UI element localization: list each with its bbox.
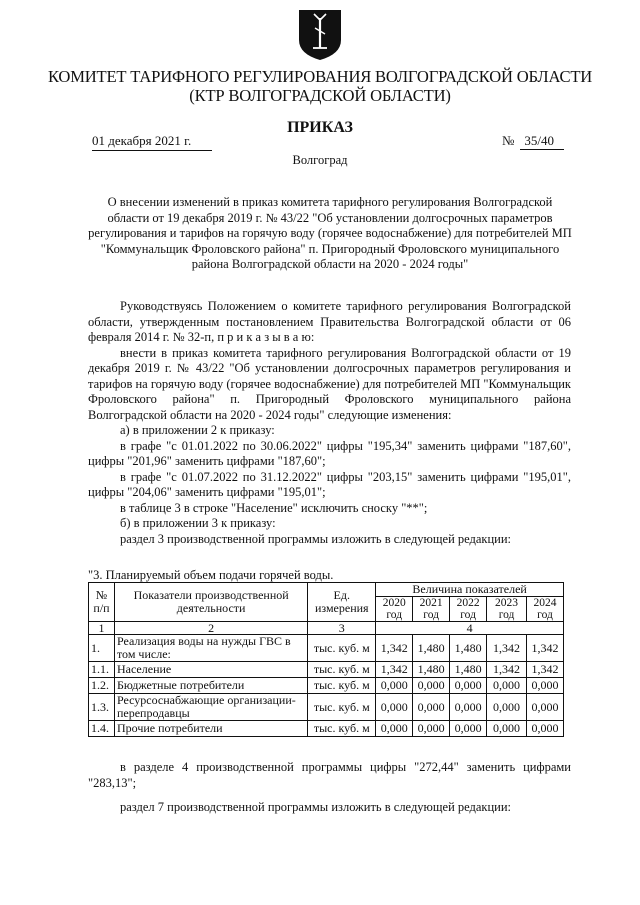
paragraph-section3: раздел 3 производственной программы изложить в следующей редакции:	[120, 531, 512, 546]
order-number	[502, 133, 564, 150]
row-value: 0,000	[376, 678, 413, 694]
header-values-group: Величина показателей	[376, 583, 564, 597]
header-year: 2022 год	[450, 596, 487, 621]
row-name: Реализация воды на нужды ГВС в том числе:	[114, 635, 307, 662]
row-value: 1,480	[413, 635, 450, 662]
row-name: Население	[114, 662, 307, 678]
number-value: 35/40	[520, 133, 564, 150]
row-name: Прочие потребители	[114, 721, 307, 737]
row-value: 0,000	[527, 678, 564, 694]
table-row	[89, 678, 564, 694]
paragraph-change-2: в графе "с 01.07.2022 по 31.12.2022" цифры "203,15" заменить цифрами "195,01", цифры "204,06" заменить цифрами "195,01";	[88, 469, 571, 499]
document-type-title: ПРИКАЗ	[287, 119, 353, 136]
row-value: 0,000	[413, 694, 450, 721]
row-unit: тыс. куб. м	[308, 635, 376, 662]
order-body	[88, 299, 571, 547]
row-value: 0,000	[413, 678, 450, 694]
order-date: 01 декабря 2021 г.	[92, 133, 212, 151]
row-value: 0,000	[450, 721, 487, 737]
row-value: 0,000	[527, 694, 564, 721]
header-year: 2021 год	[413, 596, 450, 621]
row-value: 1,342	[527, 662, 564, 678]
row-unit: тыс. куб. м	[308, 694, 376, 721]
coat-of-arms-icon	[297, 8, 343, 62]
col-number: 4	[376, 621, 564, 635]
row-value: 0,000	[487, 721, 527, 737]
row-value: 0,000	[527, 721, 564, 737]
number-label: №	[502, 133, 515, 148]
row-name: Ресурсоснабжающие организации-перепродавцы	[114, 694, 307, 721]
org-name-line1: КОМИТЕТ ТАРИФНОГО РЕГУЛИРОВАНИЯ ВОЛГОГРАДСКОЙ ОБЛАСТИ	[47, 67, 593, 86]
header-year: 2023 год	[487, 596, 527, 621]
header-num: № п/п	[89, 583, 115, 622]
row-unit: тыс. куб. м	[308, 662, 376, 678]
paragraph-resolution: внести в приказ комитета тарифного регулирования Волгоградской области от 19 декабря 2019 г. № 43/22 "Об установлении долгосрочных параметров регулирования и тарифов на горячую воду (горячее водоснабжение) для потребителей МП "Коммунальщик Фроловского района" п. Пригородный Фроловского муниципального района Волгоградской области на 2020 - 2024 годы" следующие изменения:	[88, 345, 571, 422]
row-value: 1,342	[487, 635, 527, 662]
row-value: 0,000	[376, 721, 413, 737]
header-year: 2020 год	[376, 596, 413, 621]
row-value: 1,342	[376, 662, 413, 678]
paragraph-change-3: в таблице 3 в строке "Население" исключить сноску "**";	[120, 500, 428, 515]
header-year: 2024 год	[527, 596, 564, 621]
row-value: 1,480	[450, 635, 487, 662]
order-body-continued	[88, 760, 571, 816]
row-name: Бюджетные потребители	[114, 678, 307, 694]
table-caption: "3. Планируемый объем подачи горячей воды.	[88, 568, 334, 582]
row-value: 0,000	[450, 694, 487, 721]
row-num: 1.	[89, 635, 115, 662]
row-value: 0,000	[487, 678, 527, 694]
row-num: 1.3.	[89, 694, 115, 721]
row-value: 1,342	[487, 662, 527, 678]
paragraph-appendix3: б) в приложении 3 к приказу:	[120, 516, 276, 530]
col-number: 2	[114, 621, 307, 635]
row-value: 1,480	[413, 662, 450, 678]
row-value: 0,000	[376, 694, 413, 721]
row-value: 0,000	[450, 678, 487, 694]
city-name: Волгоград	[292, 153, 348, 167]
table-row	[89, 694, 564, 721]
table-row	[89, 635, 564, 662]
row-unit: тыс. куб. м	[308, 721, 376, 737]
row-value: 1,342	[527, 635, 564, 662]
col-number: 3	[308, 621, 376, 635]
row-value: 1,480	[450, 662, 487, 678]
paragraph-legal-basis: Руководствуясь Положением о комитете тарифного регулирования Волгоградской области, утвержденным постановлением Правительства Волгоградской области от 06 февраля 2014 г. № 32-п, п р и к а з ы в а ю:	[88, 299, 571, 344]
paragraph-appendix2: а) в приложении 2 к приказу:	[120, 423, 275, 437]
row-num: 1.4.	[89, 721, 115, 737]
header-indicator: Показатели производственной деятельности	[114, 583, 307, 622]
table-row	[89, 721, 564, 737]
paragraph-section4: в разделе 4 производственной программы цифры "272,44" заменить цифрами "283,13";	[88, 760, 571, 790]
table-row	[89, 662, 564, 678]
row-value: 0,000	[413, 721, 450, 737]
order-subject: О внесении изменений в приказ комитета тарифного регулирования Волгоградской области от 19 декабря 2019 г. № 43/22 "Об установлении долгосрочных параметров регулирования и тарифов на горячую воду (горячее водоснабжение) для потребителей МП "Коммунальщик Фроловского района" п. Пригородный Фроловского муниципального района Волгоградской области на 2020 - 2024 годы"	[88, 195, 572, 271]
row-unit: тыс. куб. м	[308, 678, 376, 694]
row-value: 0,000	[487, 694, 527, 721]
paragraph-change-1: в графе "с 01.01.2022 по 30.06.2022" цифры "195,34" заменить цифрами "187,60", цифры "201,96" заменить цифрами "187,60";	[88, 438, 571, 468]
header-unit: Ед. измерения	[308, 583, 376, 622]
hot-water-volume-table	[88, 582, 564, 737]
paragraph-section7: раздел 7 производственной программы изложить в следующей редакции:	[120, 800, 512, 814]
org-name-line2: (КТР ВОЛГОГРАДСКОЙ ОБЛАСТИ)	[189, 86, 451, 105]
row-value: 1,342	[376, 635, 413, 662]
row-num: 1.2.	[89, 678, 115, 694]
row-num: 1.1.	[89, 662, 115, 678]
col-number: 1	[89, 621, 115, 635]
